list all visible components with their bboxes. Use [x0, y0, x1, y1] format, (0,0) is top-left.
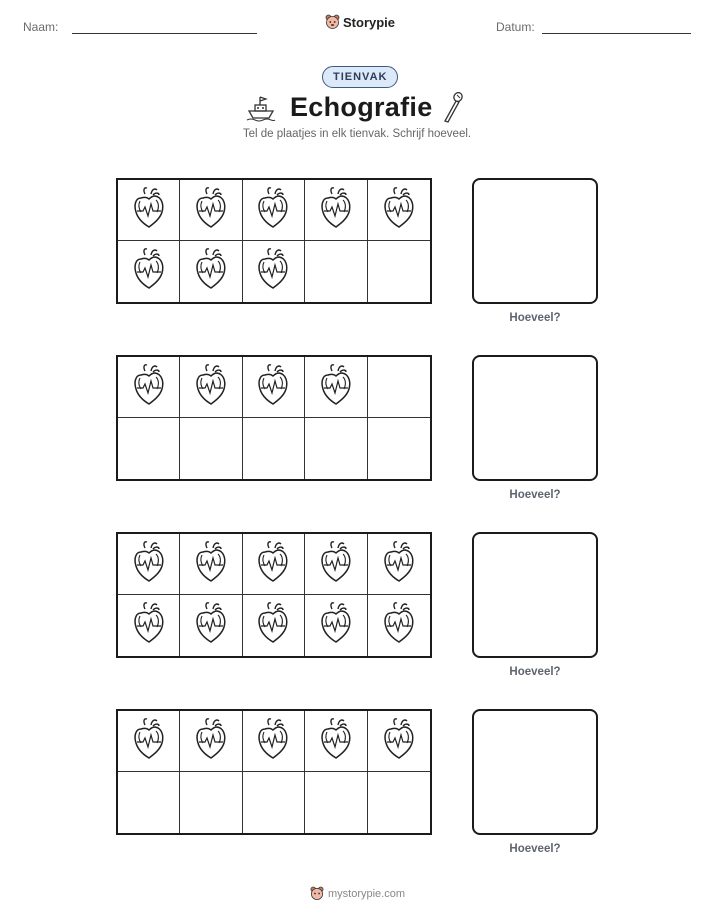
ten-frame-cell	[368, 357, 430, 418]
anatomical-heart-icon	[131, 601, 167, 650]
footer	[310, 886, 405, 901]
ten-frame-cell	[180, 180, 242, 241]
ten-frame-cell	[305, 180, 367, 241]
anatomical-heart-icon	[255, 540, 291, 589]
anatomical-heart-icon	[131, 247, 167, 296]
ten-frame-cell	[243, 180, 305, 241]
anatomical-heart-icon	[318, 363, 354, 412]
ten-frame-cell	[180, 534, 242, 595]
ten-frame-cell	[243, 772, 305, 833]
ten-frame-cell	[180, 772, 242, 833]
ten-frame-1	[116, 178, 432, 304]
ten-frame-cell	[368, 534, 430, 595]
answer-box-1[interactable]	[472, 178, 598, 304]
bear-logo-icon	[325, 14, 340, 30]
ten-frame-cell	[118, 418, 180, 479]
ten-frame-cell	[243, 418, 305, 479]
anatomical-heart-icon	[318, 601, 354, 650]
ten-frame-cell	[180, 711, 242, 772]
ten-frame-cell	[305, 241, 367, 302]
anatomical-heart-icon	[131, 186, 167, 235]
ten-frame-cell	[243, 711, 305, 772]
anatomical-heart-icon	[381, 717, 417, 766]
anatomical-heart-icon	[255, 186, 291, 235]
ten-frame-cell	[243, 241, 305, 302]
anatomical-heart-icon	[255, 601, 291, 650]
ten-frame-cell	[368, 595, 430, 656]
ten-frame-cell	[305, 418, 367, 479]
answer-box-2[interactable]	[472, 355, 598, 481]
footer-url: mystorypie.com	[328, 887, 406, 900]
anatomical-heart-icon	[193, 247, 229, 296]
ten-frame-cell	[180, 595, 242, 656]
anatomical-heart-icon	[131, 540, 167, 589]
anatomical-heart-icon	[318, 186, 354, 235]
answer-box-4[interactable]	[472, 709, 598, 835]
anatomical-heart-icon	[255, 363, 291, 412]
answer-box-3[interactable]	[472, 532, 598, 658]
anatomical-heart-icon	[193, 717, 229, 766]
anatomical-heart-icon	[193, 186, 229, 235]
ultrasound-probe-icon	[440, 92, 466, 124]
anatomical-heart-icon	[131, 363, 167, 412]
ten-frame-cell	[118, 534, 180, 595]
ten-frame-cell	[180, 418, 242, 479]
anatomical-heart-icon	[131, 717, 167, 766]
ten-frame-cell	[368, 418, 430, 479]
ten-frame-cell	[118, 711, 180, 772]
date-field[interactable]	[542, 33, 691, 34]
ten-frame-cell	[118, 772, 180, 833]
anatomical-heart-icon	[193, 601, 229, 650]
answer-label-4: Hoeveel?	[509, 843, 561, 855]
instructions: Tel de plaatjes in elk tienvak. Schrijf hoeveel.	[242, 128, 472, 140]
anatomical-heart-icon	[381, 540, 417, 589]
ten-frame-cell	[305, 772, 367, 833]
ten-frame-cell	[305, 534, 367, 595]
ten-frame-cell	[243, 357, 305, 418]
anatomical-heart-icon	[193, 540, 229, 589]
tienvak-badge: TIENVAK	[322, 66, 398, 88]
ten-frame-cell	[118, 595, 180, 656]
ten-frame-cell	[368, 711, 430, 772]
anatomical-heart-icon	[381, 186, 417, 235]
answer-label-3: Hoeveel?	[509, 666, 561, 678]
ten-frame-cell	[368, 180, 430, 241]
ten-frame-cell	[180, 357, 242, 418]
answer-label-2: Hoeveel?	[509, 489, 561, 501]
name-label: Naam:	[23, 20, 59, 34]
brand-name: Storypie	[343, 14, 396, 30]
anatomical-heart-icon	[318, 717, 354, 766]
ten-frame-cell	[243, 595, 305, 656]
ten-frame-cell	[118, 180, 180, 241]
name-field[interactable]	[72, 33, 257, 34]
anatomical-heart-icon	[381, 601, 417, 650]
brand-logo	[325, 14, 395, 30]
ten-frame-cell	[305, 357, 367, 418]
page-title: Echografie	[290, 92, 433, 122]
ten-frame-3	[116, 532, 432, 658]
ten-frame-cell	[368, 241, 430, 302]
ten-frame-cell	[368, 772, 430, 833]
anatomical-heart-icon	[193, 363, 229, 412]
anatomical-heart-icon	[255, 247, 291, 296]
anatomical-heart-icon	[255, 717, 291, 766]
bear-logo-icon	[310, 886, 324, 901]
date-label: Datum:	[496, 20, 535, 34]
ten-frame-cell	[180, 241, 242, 302]
ten-frame-2	[116, 355, 432, 481]
anatomical-heart-icon	[318, 540, 354, 589]
ten-frame-cell	[305, 595, 367, 656]
ten-frame-cell	[243, 534, 305, 595]
ten-frame-cell	[118, 357, 180, 418]
answer-label-1: Hoeveel?	[509, 312, 561, 324]
ten-frame-cell	[118, 241, 180, 302]
ten-frame-4	[116, 709, 432, 835]
ten-frame-cell	[305, 711, 367, 772]
boat-icon	[246, 94, 276, 122]
